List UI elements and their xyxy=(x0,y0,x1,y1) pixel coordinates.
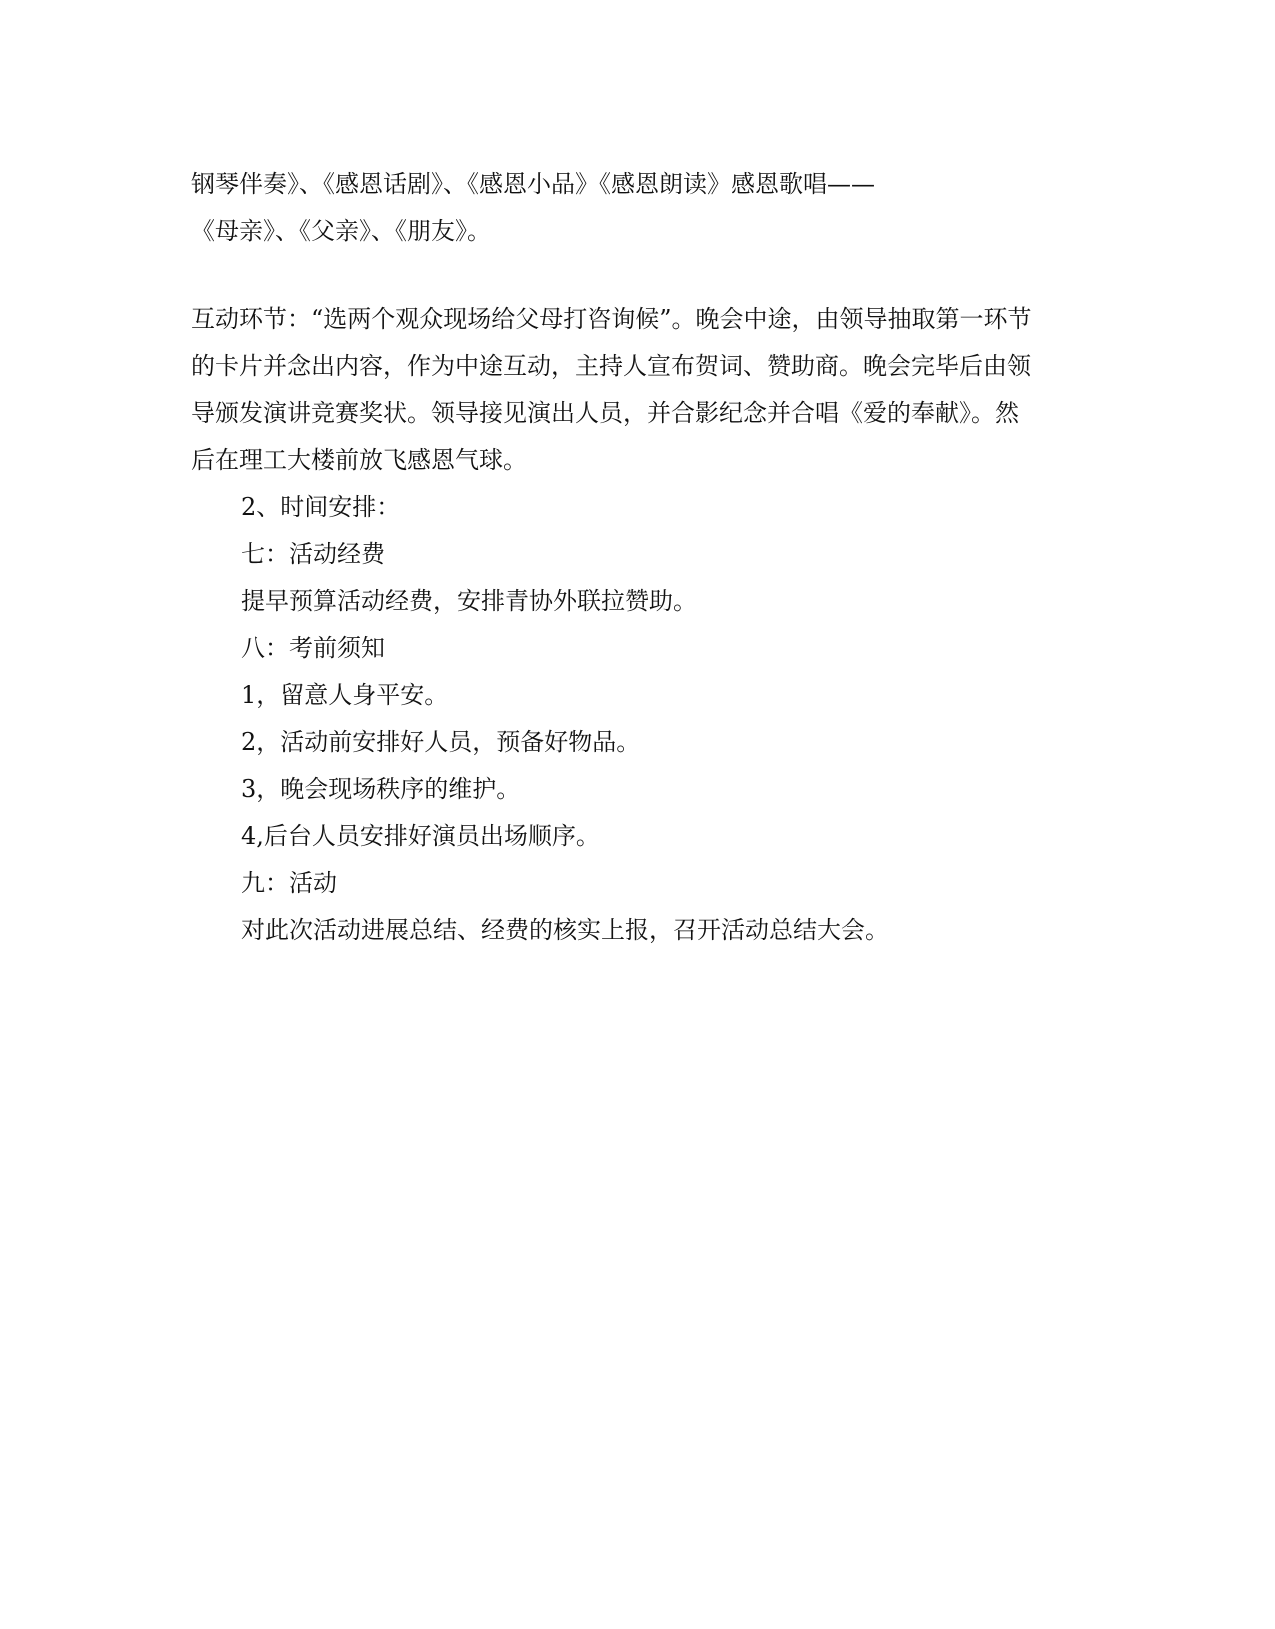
text-line: 对此次活动进展总结、经费的核实上报，召开活动总结大会。 xyxy=(241,916,889,944)
section-heading: 2、时间安排： xyxy=(241,493,401,521)
text-line: 互动环节：“选两个观众现场给父母打咨询候”。晚会中途，由领导抽取第一环节 xyxy=(191,305,1032,333)
list-item: 3，晚会现场秩序的维护。 xyxy=(241,775,521,803)
text-line: 钢琴伴奏》、《感恩话剧》、《感恩小品》《感恩朗读》感恩歌唱—— xyxy=(191,170,875,198)
list-item: 1，留意人身平安。 xyxy=(241,681,449,709)
section-heading: 八：考前须知 xyxy=(241,634,385,662)
text-line: 提早预算活动经费，安排青协外联拉赞助。 xyxy=(241,587,697,615)
text-line: 《母亲》、《父亲》、《朋友》。 xyxy=(191,217,491,245)
section-heading: 九：活动 xyxy=(241,869,337,897)
section-heading: 七：活动经费 xyxy=(241,540,385,568)
list-item: 2，活动前安排好人员，预备好物品。 xyxy=(241,728,641,756)
text-line: 的卡片并念出内容，作为中途互动，主持人宣布贺词、赞助商。晚会完毕后由领 xyxy=(191,352,1031,380)
text-line: 导颁发演讲竞赛奖状。领导接见演出人员，并合影纪念并合唱《爱的奉献》。然 xyxy=(191,399,1019,427)
list-item: 4,后台人员安排好演员出场顺序。 xyxy=(241,822,600,850)
text-line: 后在理工大楼前放飞感恩气球。 xyxy=(191,446,527,474)
